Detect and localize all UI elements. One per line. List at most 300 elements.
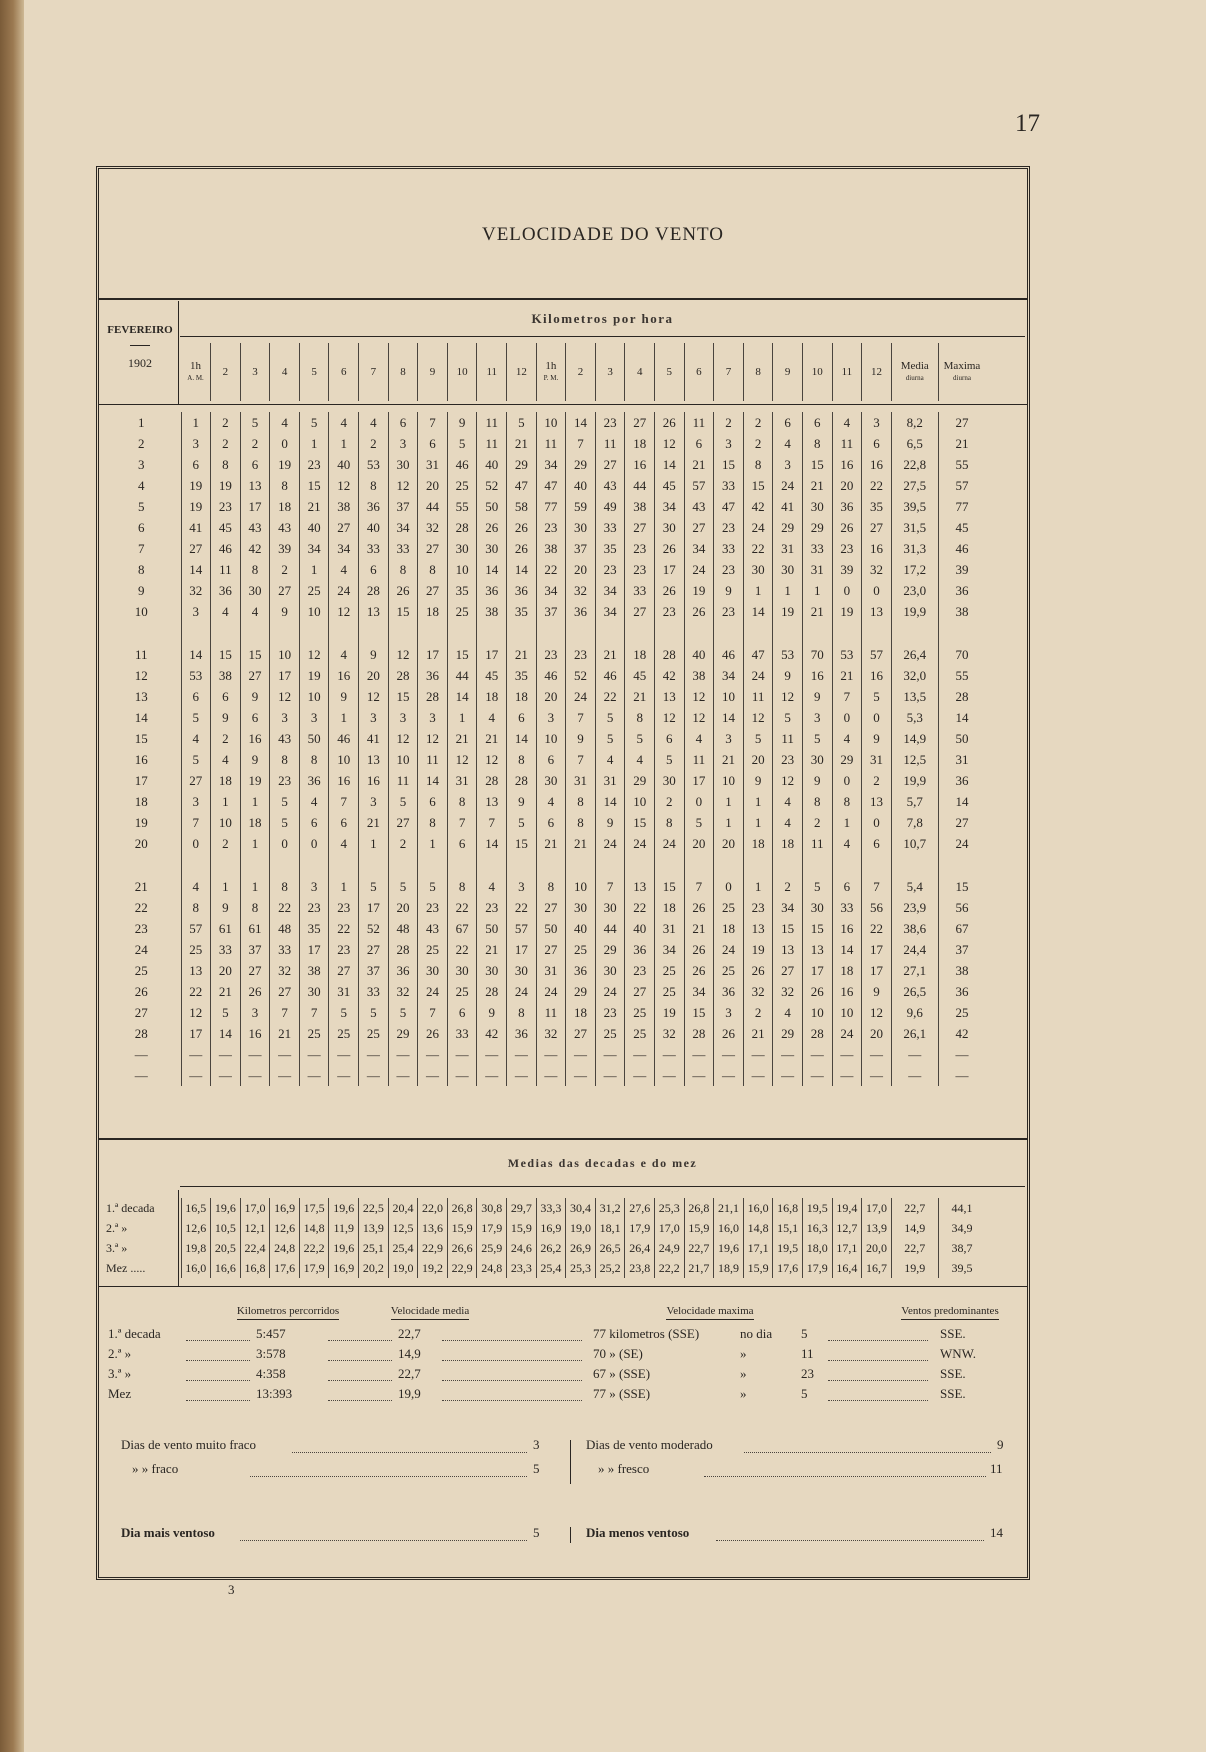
decade-cell: 17,9 [625,1218,655,1238]
table-cell: 23 [773,749,803,770]
dash-cell: — [359,1044,389,1065]
menos-ventoso-value: 14 [990,1525,1003,1540]
table-cell: 23 [418,897,448,918]
table-cell: 30 [566,517,596,538]
table-cell: 23 [743,897,773,918]
dash-cell: — [388,1044,418,1065]
table-cell: 11 [477,433,507,454]
table-cell: 6 [862,433,892,454]
dash-cell: — [832,1065,862,1086]
table-cell: 1 [743,876,773,897]
table-cell: 29 [595,939,625,960]
table-cell: 3 [240,1002,270,1023]
table-cell: 6 [181,454,211,475]
table-cell: 57 [862,644,892,665]
day-label: 19 [134,814,148,830]
table-cell: 8 [299,749,329,770]
table-cell: 26 [832,517,862,538]
table-cell: 31 [862,749,892,770]
table-cell: 22 [625,897,655,918]
decade-cell: 16,8 [240,1258,270,1278]
decade-cell: 16,0 [714,1218,744,1238]
decade-cell: 20,0 [862,1238,892,1258]
table-cell: 23 [566,644,596,665]
table-cell: 9 [802,686,832,707]
table-cell: 30 [388,454,418,475]
table-cell: 12 [773,770,803,791]
summary-header-ventos: Ventos predominantes [890,1305,1010,1317]
table-cell: 2 [743,412,773,433]
table-cell: 25 [625,1023,655,1044]
table-cell: 24 [773,475,803,496]
table-cell: 52 [566,665,596,686]
table-cell: 5 [743,728,773,749]
table-cell: 35 [299,918,329,939]
table-row [102,876,985,897]
table-cell: 34 [299,538,329,559]
decade-cell: 11,9 [329,1218,359,1238]
table-row [102,833,985,854]
table-cell: 8 [240,897,270,918]
table-cell: 11 [743,686,773,707]
mais-ventoso-label: Dia mais ventoso [121,1525,215,1540]
table-cell: 20 [566,559,596,580]
table-cell: 15 [388,686,418,707]
decade-row [102,1218,985,1238]
table-cell: 42 [743,496,773,517]
table-cell: 25 [655,960,685,981]
table-cell: 0 [832,707,862,728]
decade-cell: 15,9 [447,1218,477,1238]
day-label: 25 [134,962,148,978]
table-cell: 36 [566,601,596,622]
table-cell: 21 [299,496,329,517]
table-cell: 7 [832,686,862,707]
table-cell: 57 [684,475,714,496]
hour-header: 3 [595,343,625,401]
table-cell: 26,5 [891,981,938,1002]
dash-cell: — [714,1044,744,1065]
decade-cell: 15,9 [684,1218,714,1238]
table-cell: 34 [773,897,803,918]
decade-cell: 15,1 [773,1218,803,1238]
table-cell: 26 [388,580,418,601]
decade-cell: 25,3 [655,1198,685,1218]
table-cell: 6 [684,433,714,454]
table-cell: 9 [270,601,300,622]
table-cell: 16 [359,770,389,791]
dash-cell: — [536,1065,566,1086]
dash-cell: — [891,1044,938,1065]
table-cell: 3 [181,791,211,812]
table-cell: 34 [714,665,744,686]
table-cell: 20 [743,749,773,770]
table-cell: 2 [240,433,270,454]
table-cell: 28 [388,939,418,960]
table-cell: 27 [240,665,270,686]
table-cell: 36 [566,960,596,981]
table-cell: 21 [477,939,507,960]
table-cell: 19 [684,580,714,601]
table-cell: 17 [507,939,537,960]
decade-cell: 26,8 [684,1198,714,1218]
table-cell: 28 [418,686,448,707]
table-cell: 3 [299,707,329,728]
table-cell: 44 [595,918,625,939]
decade-cell: 25,2 [595,1258,625,1278]
decade-row [102,1198,985,1218]
table-row [102,580,985,601]
table-cell: 31 [329,981,359,1002]
table-cell: 36 [938,770,985,791]
decade-cell: 17,0 [240,1198,270,1218]
table-cell: 1 [299,559,329,580]
table-cell: 14 [832,939,862,960]
table-cell: 3 [181,601,211,622]
hour-header: 6 [684,343,714,401]
table-cell: 36 [507,1023,537,1044]
decades-group-rule [180,1186,1025,1187]
summary-media: 19,9 [398,1386,421,1401]
table-cell: 9 [714,580,744,601]
table-cell: 28 [388,665,418,686]
table-cell: 70 [802,644,832,665]
decade-cell: 16,6 [211,1258,241,1278]
table-cell: 10 [270,644,300,665]
table-cell: 23 [655,601,685,622]
table-cell: 22 [447,897,477,918]
decade-cell: 17,1 [832,1238,862,1258]
dash-cell: — [134,1046,148,1062]
leader-dots [828,1340,928,1341]
table-cell: 32 [566,580,596,601]
table-cell: 13 [743,918,773,939]
table-cell: 37 [938,939,985,960]
table-cell: 28 [477,770,507,791]
table-cell: 1 [240,833,270,854]
table-cell: 26 [655,412,685,433]
table-cell: 21 [270,1023,300,1044]
table-cell: 31 [536,960,566,981]
table-row [102,559,985,580]
table-cell: 8 [507,1002,537,1023]
table-row [102,749,985,770]
table-cell: 5 [329,1002,359,1023]
decade-cell: 15,9 [743,1258,773,1278]
table-cell: 24 [625,833,655,854]
table-cell: 5 [684,812,714,833]
table-cell: 19 [743,939,773,960]
table-cell: 25 [299,580,329,601]
table-cell: 24,4 [891,939,938,960]
table-cell: 4 [832,728,862,749]
table-cell: 30 [418,960,448,981]
table-cell: 12 [684,686,714,707]
table-cell: 26 [418,1023,448,1044]
table-cell: 37 [566,538,596,559]
muito-fraco-value: 3 [533,1437,540,1452]
table-cell: 42 [240,538,270,559]
hour-header: 10 [447,343,477,401]
table-cell: 8 [447,876,477,897]
table-row [102,538,985,559]
table-cell: 43 [595,475,625,496]
table-cell: 27 [625,517,655,538]
table-cell: 17 [655,559,685,580]
dash-cell: — [743,1044,773,1065]
table-cell: 56 [938,897,985,918]
dash-cell: — [418,1044,448,1065]
table-cell: 21 [938,433,985,454]
decade-cell: 21,7 [684,1258,714,1278]
fresco-label: » » fresco [598,1461,650,1476]
table-cell: 25 [447,981,477,1002]
summary-max: 77 kilometros (SSE) [593,1326,700,1341]
table-cell: 18 [773,833,803,854]
table-cell: 5 [802,876,832,897]
table-cell: 19 [299,665,329,686]
hour-header: 9 [773,343,803,401]
table-cell: 9,6 [891,1002,938,1023]
decade-cell: 15,9 [507,1218,537,1238]
decade-cell: 20,2 [359,1258,389,1278]
decade-cell: 12,5 [388,1218,418,1238]
table-cell: 1 [359,833,389,854]
day-label: 22 [134,899,148,915]
table-cell: 50 [299,728,329,749]
table-cell: 14 [566,412,596,433]
decade-cell: 17,9 [299,1258,329,1278]
summary-row [108,1326,978,1348]
table-cell: 6 [507,707,537,728]
decade-cell: 19,4 [832,1198,862,1218]
table-cell: 7 [566,433,596,454]
table-cell: 26 [477,517,507,538]
decade-cell: 26,5 [595,1238,625,1258]
dash-cell: — [181,1044,211,1065]
table-cell: 19 [181,475,211,496]
table-cell: 46 [938,538,985,559]
summary-km: 5:457 [256,1326,286,1341]
table-cell: 1 [181,412,211,433]
table-cell: 6 [447,1002,477,1023]
table-cell: 36 [938,580,985,601]
menos-ventoso-label: Dia menos ventoso [586,1525,690,1540]
table-cell: 8 [359,475,389,496]
leader-dots [240,1540,527,1541]
signature-mark: 3 [228,1582,235,1597]
table-cell: 9 [211,707,241,728]
table-cell: 24 [832,1023,862,1044]
table-cell: 28 [359,580,389,601]
muito-fraco-label: Dias de vento muito fraco [121,1437,257,1452]
table-cell: 22 [536,559,566,580]
table-cell: 30 [507,960,537,981]
table-cell: 13 [773,939,803,960]
table-cell: 8 [536,876,566,897]
table-cell: 17 [862,939,892,960]
summary-dia: 5 [801,1386,808,1401]
table-cell: 26 [714,1023,744,1044]
table-cell: 5 [447,433,477,454]
table-cell: 12 [181,1002,211,1023]
table-cell: 26 [507,517,537,538]
mais-ventoso-value: 5 [533,1525,540,1540]
table-cell: 22 [507,897,537,918]
table-cell: 36 [832,496,862,517]
dash-cell: — [329,1065,359,1086]
table-cell: 5 [862,686,892,707]
day-label: 13 [134,688,148,704]
table-cell: 37 [536,601,566,622]
table-cell: 36 [299,770,329,791]
table-cell: 21 [743,1023,773,1044]
table-cell: 27 [270,981,300,1002]
table-cell: 28 [938,686,985,707]
table-cell: 8 [211,454,241,475]
table-cell: 12 [359,686,389,707]
decade-cell: 27,6 [625,1198,655,1218]
decade-cell: 19,8 [181,1238,211,1258]
month-col-rule [178,301,179,405]
leader-dots [442,1400,582,1401]
table-cell: 6 [388,412,418,433]
table-cell: 13 [802,939,832,960]
table-cell: 24 [595,833,625,854]
table-cell: 5 [359,876,389,897]
table-cell: 27 [684,517,714,538]
table-cell: 27 [388,812,418,833]
table-cell: 27 [418,580,448,601]
decade-cell: 23,8 [625,1258,655,1278]
decades-header: Medias das decadas e do mez [507,1156,698,1170]
hour-header: 12 [862,343,892,401]
table-cell: 19 [270,454,300,475]
decade-cell: 25,1 [359,1238,389,1258]
page-title: VELOCIDADE DO VENTO [481,224,725,245]
decade-cell: 23,3 [507,1258,537,1278]
table-cell: 10 [566,876,596,897]
decade-cell: 16,0 [181,1258,211,1278]
leader-dots [716,1540,984,1541]
table-cell: 4 [329,559,359,580]
table-cell: 7 [181,812,211,833]
table-cell: 0 [181,833,211,854]
decade-cell: 17,6 [773,1258,803,1278]
table-cell: 9 [447,412,477,433]
table-cell: 15 [655,876,685,897]
table-cell: 1 [743,580,773,601]
table-cell: 24 [507,981,537,1002]
table-cell: 35 [595,538,625,559]
table-cell: 24 [536,981,566,1002]
table-cell: 34 [684,538,714,559]
table-cell: 26 [684,897,714,918]
table-cell: 36 [388,960,418,981]
table-cell: 52 [477,475,507,496]
table-cell: 4 [773,1002,803,1023]
table-cell: 34 [595,580,625,601]
table-cell: 50 [477,496,507,517]
table-cell: 38 [329,496,359,517]
decade-label: 3.ª » [106,1240,128,1255]
table-cell: 8 [655,812,685,833]
day-label: 28 [134,1025,148,1041]
table-cell: 39 [832,559,862,580]
table-cell: 26,1 [891,1023,938,1044]
table-cell: 35 [507,601,537,622]
table-cell: 40 [477,454,507,475]
table-cell: 23 [714,601,744,622]
table-cell: 4 [477,876,507,897]
table-cell: 77 [938,496,985,517]
table-cell: 21 [536,833,566,854]
table-cell: 15 [299,475,329,496]
hour-header: 4 [270,343,300,401]
table-cell: 34 [595,601,625,622]
decade-cell: 22,7 [891,1198,938,1218]
table-cell: 23 [832,538,862,559]
table-cell: 3 [181,433,211,454]
daily-table [102,412,985,1086]
decade-cell: 22,7 [684,1238,714,1258]
dash-cell: — [938,1065,985,1086]
decade-cell: 30,4 [566,1198,596,1218]
table-row [102,791,985,812]
table-cell: 39,5 [891,496,938,517]
leader-dots [442,1360,582,1361]
table-cell: 5 [181,749,211,770]
table-cell: 3 [388,433,418,454]
table-row [102,1002,985,1023]
table-cell: 38 [536,538,566,559]
table-cell: 5 [507,412,537,433]
summary-vento: SSE. [940,1366,966,1381]
table-cell: 19 [773,601,803,622]
table-cell: 6,5 [891,433,938,454]
hour-header: 4 [625,343,655,401]
dash-cell: — [211,1044,241,1065]
table-cell: 14 [181,559,211,580]
table-cell: 42 [938,1023,985,1044]
table-cell: 2 [773,876,803,897]
table-cell: 1 [211,791,241,812]
table-cell: 6 [773,412,803,433]
summary-km: 13:393 [256,1386,293,1401]
table-row [102,897,985,918]
table-cell: 31 [595,770,625,791]
table-cell: 23 [270,770,300,791]
table-cell: 50 [938,728,985,749]
table-cell: 9 [359,644,389,665]
table-cell: 38 [684,665,714,686]
leader-dots [828,1380,928,1381]
table-cell: 61 [211,918,241,939]
decade-cell: 38,7 [938,1238,985,1258]
table-cell: 25 [714,960,744,981]
table-cell: 9 [329,686,359,707]
table-cell: 8 [388,559,418,580]
empty-row [102,1065,985,1086]
table-cell: 3 [359,791,389,812]
table-cell: 29 [773,1023,803,1044]
table-cell: 15 [240,644,270,665]
table-cell: 22,8 [891,454,938,475]
table-cell: 0 [684,791,714,812]
decade-row [102,1238,985,1258]
decade-cell: 26,9 [566,1238,596,1258]
table-cell: 26 [655,580,685,601]
